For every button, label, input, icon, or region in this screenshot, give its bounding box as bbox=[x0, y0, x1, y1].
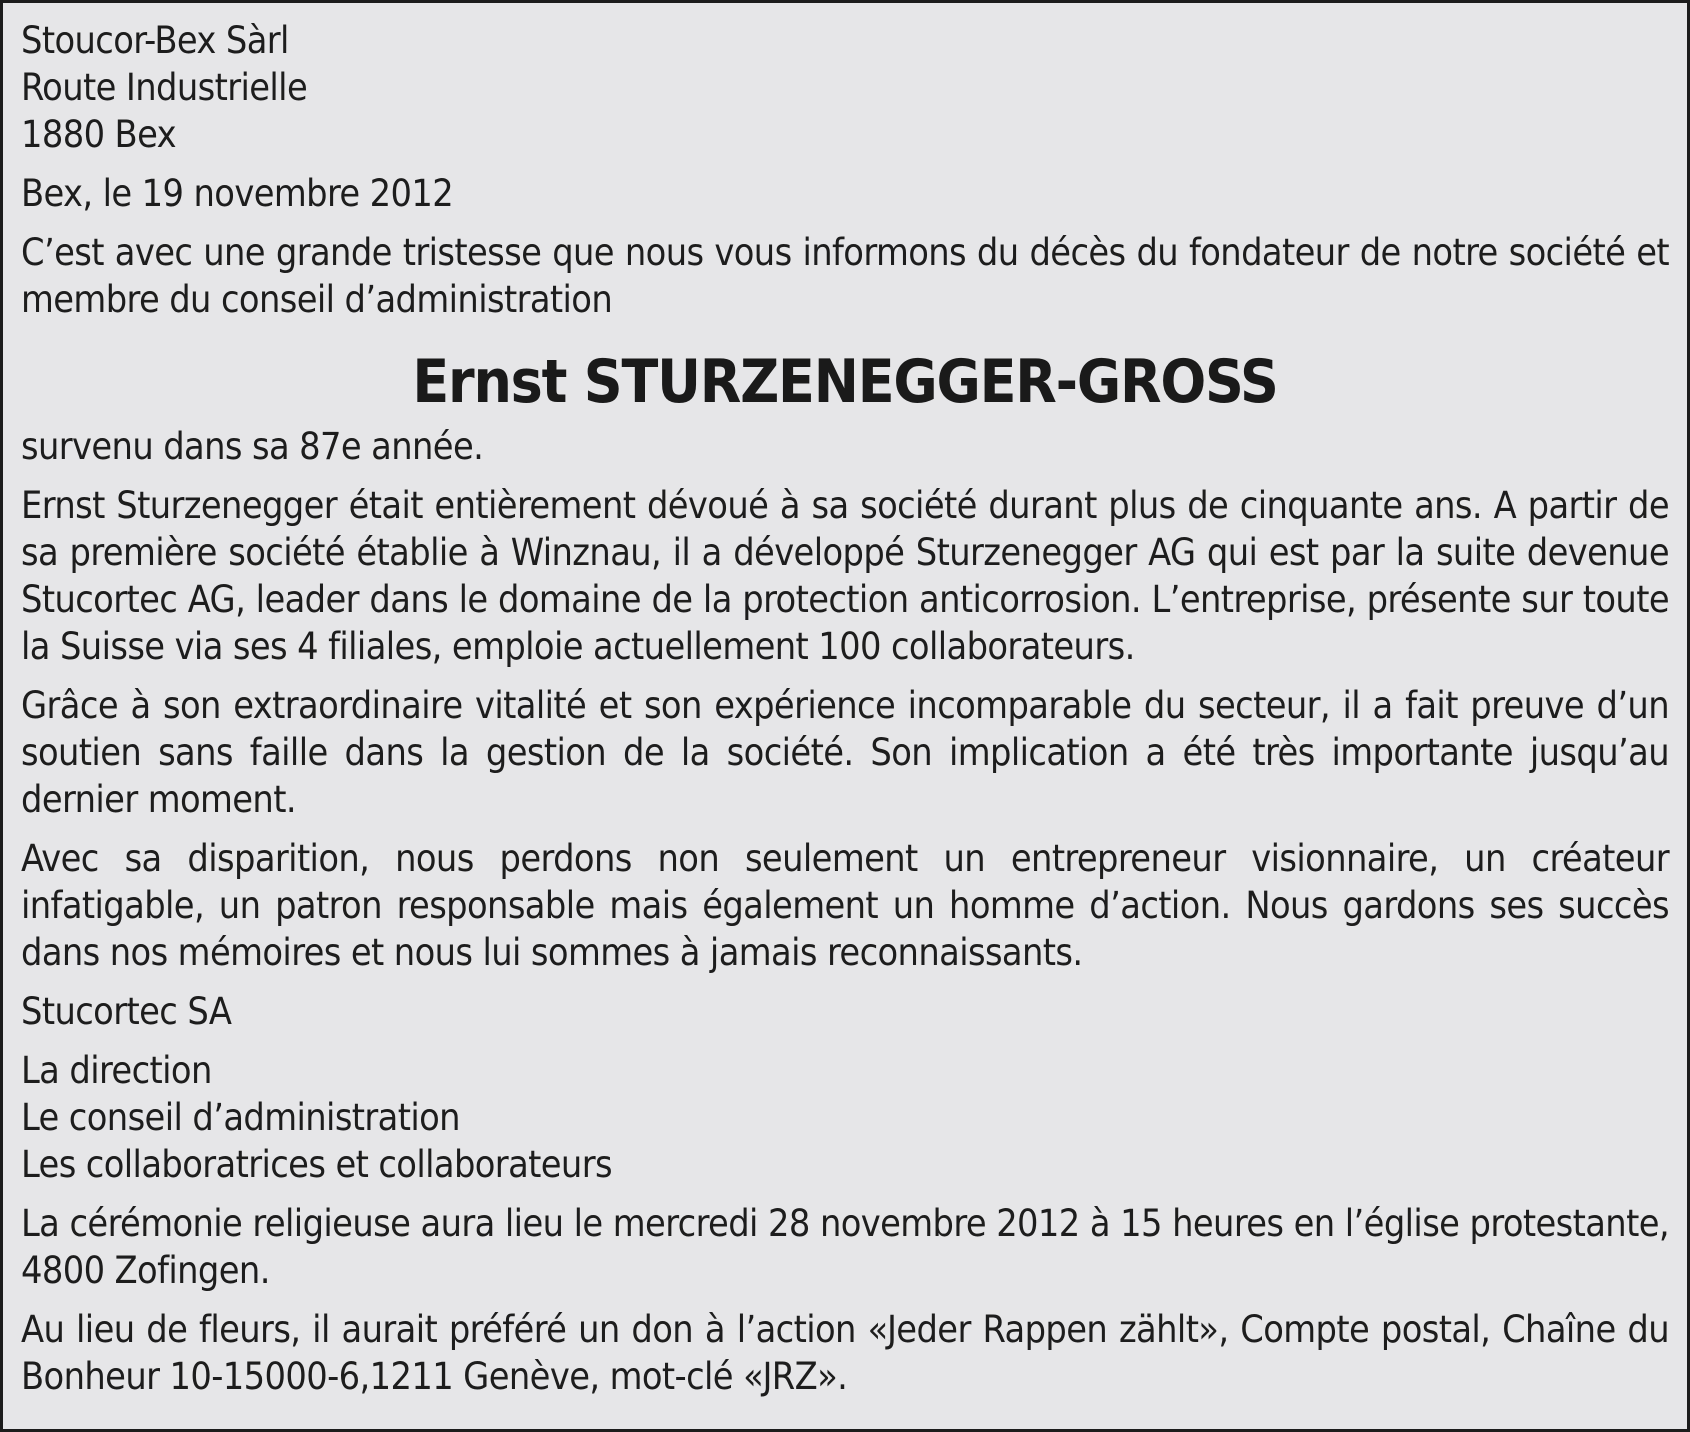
signatory-board: Le conseil d’administration bbox=[21, 1095, 460, 1139]
sender-city: 1880 Bex bbox=[21, 112, 176, 156]
support-paragraph: Grâce à son extraordinaire vitalité et son expérience incomparable du secteur, il a fait preuve d’un soutien sans faille dans la gestion de la société. Son implication a été très importante jusqu’au dernier moment. bbox=[21, 683, 1669, 821]
sender-company: Stoucor-Bex Sàrl bbox=[21, 18, 289, 62]
intro-paragraph: C’est avec une grande tristesse que nous vous informons du décès du fondateur de notre société et membre du conseil d’administration bbox=[21, 230, 1669, 321]
signatories-list bbox=[21, 1047, 1669, 1188]
career-paragraph: Ernst Sturzenegger était entièrement dévoué à sa société durant plus de cinquante ans. A partir de sa première société établie à Winznau, il a développé Sturzenegger AG qui est par la suite devenue Stucortec AG, leader dans le domaine de la protection anticorrosion. L’entreprise, présente sur toute la Suisse via ses 4 filiales, emploie actuellement 100 collaborateurs. bbox=[21, 483, 1669, 668]
age-line: survenu dans sa 87e année. bbox=[21, 424, 484, 468]
legacy-paragraph: Avec sa disparition, nous perdons non seulement un entrepreneur visionnaire, un créateur infatigable, un patron responsable mais également un homme d’action. Nous gardons ses succès dans nos mémoires et nous lui sommes à jamais reconnaissants. bbox=[21, 836, 1669, 974]
ceremony-paragraph: La cérémonie religieuse aura lieu le mercredi 28 novembre 2012 à 15 heures en l’église protestante, 4800 Zofingen. bbox=[21, 1201, 1669, 1292]
date-line: Bex, le 19 novembre 2012 bbox=[21, 171, 454, 215]
signatory-staff: Les collaboratrices et collaborateurs bbox=[21, 1142, 612, 1186]
sender-address bbox=[21, 17, 1669, 158]
deceased-name: Ernst STURZENEGGER-GROSS bbox=[412, 347, 1278, 417]
sender-street: Route Industrielle bbox=[21, 65, 308, 109]
signature-company: Stucortec SA bbox=[21, 989, 232, 1033]
signatory-direction: La direction bbox=[21, 1048, 212, 1092]
donation-paragraph: Au lieu de fleurs, il aurait préféré un don à l’action «Jeder Rappen zählt», Compte postal, Chaîne du Bonheur 10-15000-6,1211 Genève, mot-clé «JRZ». bbox=[21, 1307, 1669, 1398]
